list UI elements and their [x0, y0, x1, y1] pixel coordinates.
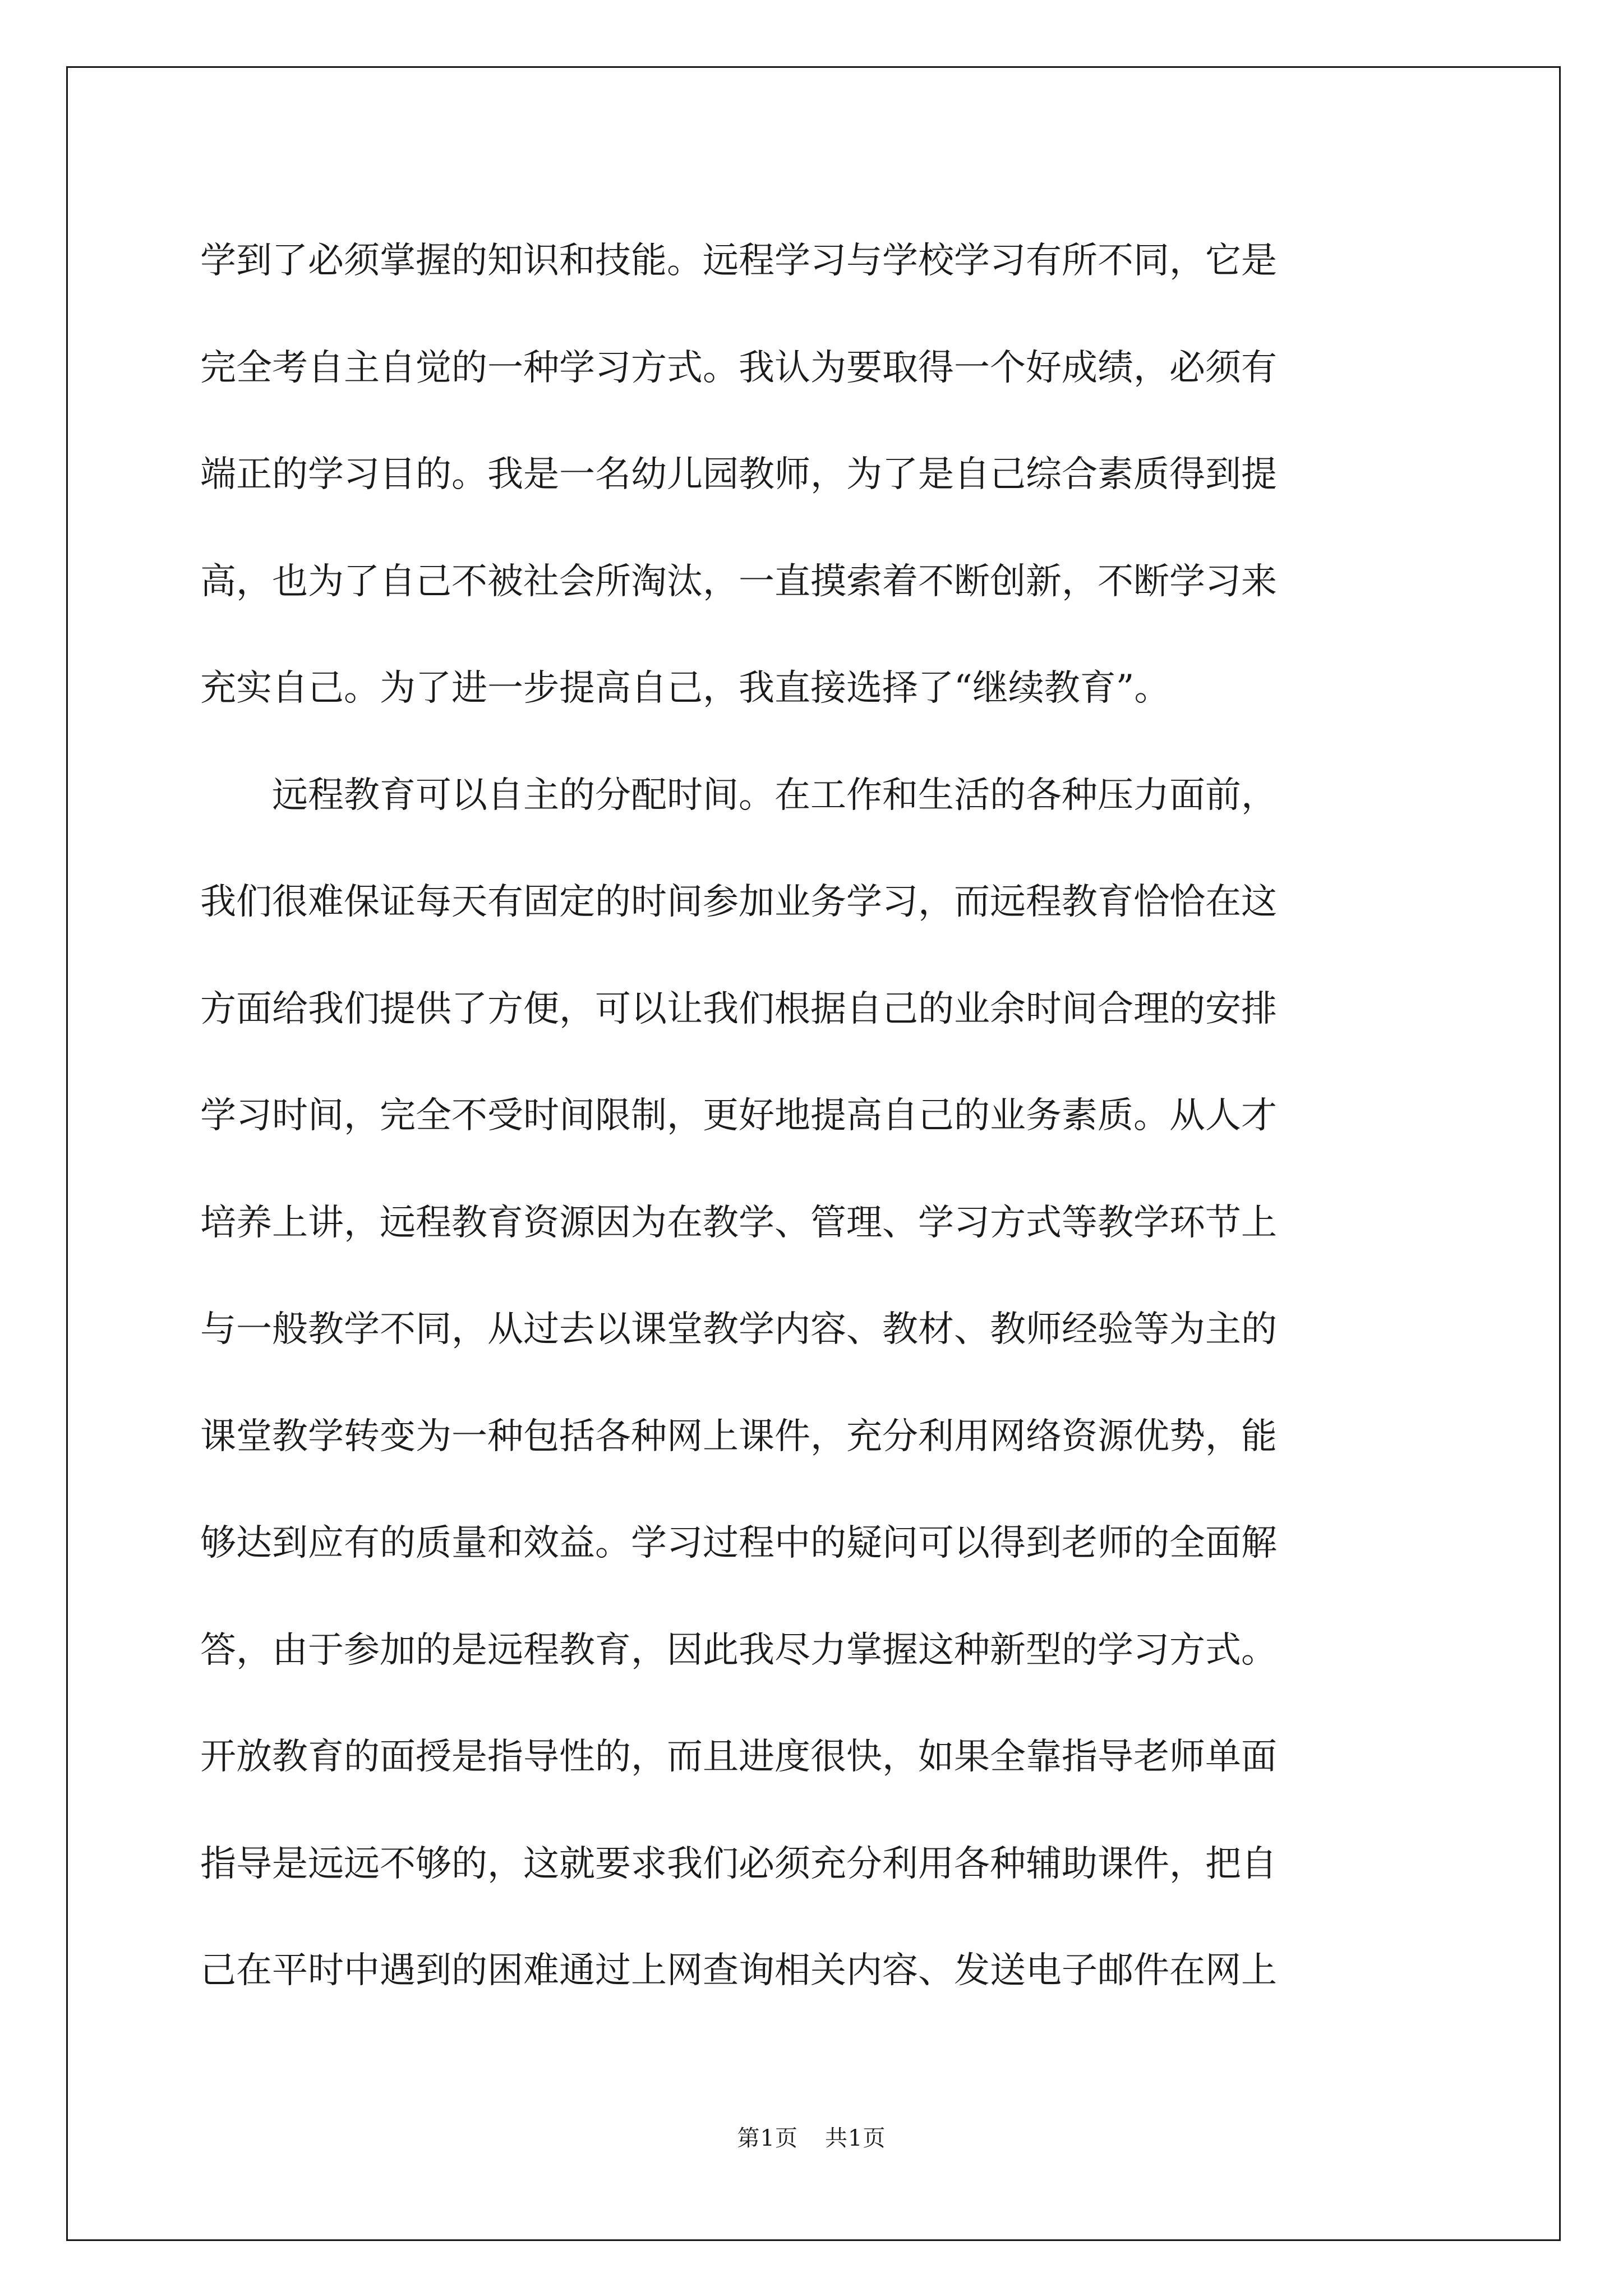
text-line: 指导是远远不够的，这就要求我们必须充分利用各种辅助课件，把自: [200, 1843, 1277, 1885]
text-line: 我们很难保证每天有固定的时间参加业务学习，而远程教育恰恰在这: [200, 881, 1277, 923]
document-body: [200, 208, 1428, 2024]
text-line: 答，由于参加的是远程教育，因此我尽力掌握这种新型的学习方式。: [200, 1629, 1277, 1671]
page-total: 共1页: [825, 2125, 886, 2151]
text-line: 远程教育可以自主的分配时间。在工作和生活的各种压力面前，: [200, 774, 1277, 816]
text-line: 开放教育的面授是指导性的，而且进度很快，如果全靠指导老师单面: [200, 1736, 1277, 1778]
text-line: 学到了必须掌握的知识和技能。远程学习与学校学习有所不同，它是: [200, 240, 1277, 282]
text-line: 完全考自主自觉的一种学习方式。我认为要取得一个好成绩，必须有: [200, 347, 1277, 389]
text-line: 端正的学习目的。我是一名幼儿园教师，为了是自己综合素质得到提: [200, 454, 1277, 495]
text-line: 够达到应有的质量和效益。学习过程中的疑问可以得到老师的全面解: [200, 1522, 1277, 1564]
text-line: 方面给我们提供了方便，可以让我们根据自己的业余时间合理的安排: [200, 988, 1277, 1030]
page-footer: [0, 2120, 1623, 2152]
text-line: 课堂教学转变为一种包括各种网上课件，充分利用网络资源优势，能: [200, 1415, 1277, 1457]
page-number: 第1页: [737, 2125, 798, 2151]
text-line: 己在平时中遇到的困难通过上网查询相关内容、发送电子邮件在网上: [200, 1950, 1277, 1991]
text-line: 充实自己。为了进一步提高自己，我直接选择了“继续教育”。: [200, 668, 1170, 709]
text-line: 与一般教学不同，从过去以课堂教学内容、教材、教师经验等为主的: [200, 1309, 1277, 1350]
text-line: 高，也为了自己不被社会所淘汰，一直摸索着不断创新，不断学习来: [200, 560, 1277, 602]
text-line: 学习时间，完全不受时间限制，更好地提高自己的业务素质。从人才: [200, 1095, 1277, 1137]
text-line: 培养上讲，远程教育资源因为在教学、管理、学习方式等教学环节上: [200, 1202, 1277, 1244]
